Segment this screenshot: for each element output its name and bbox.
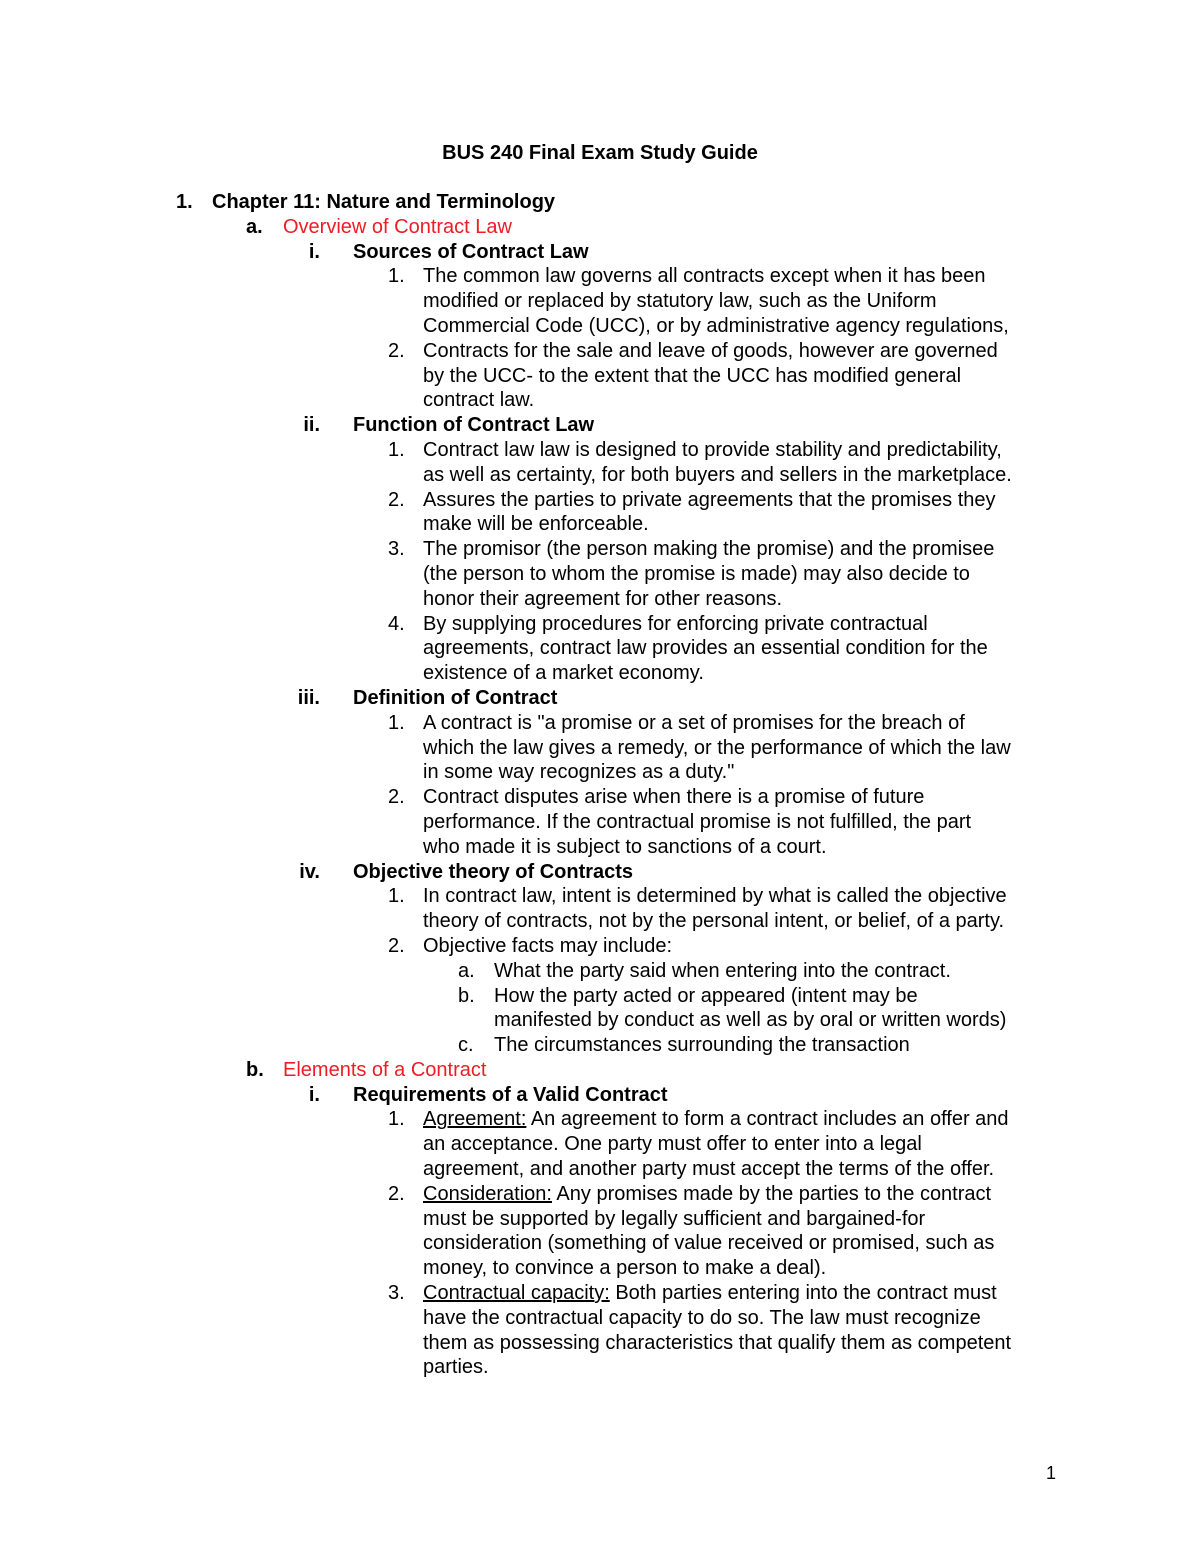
page-number: 1 [1046, 1463, 1057, 1483]
list-marker: 1. [388, 438, 405, 461]
list-marker: i. [308, 1083, 320, 1106]
subsection-heading [0, 413, 1200, 438]
list-item-line: money, to convince a person to make a deal). [423, 1257, 827, 1280]
list-item-line: In contract law, intent is determined by what is called the objective [423, 885, 1007, 908]
list-item-line: performance. If the contractual promise is not fulfilled, the part [423, 810, 972, 833]
list-marker: 2. [388, 339, 405, 362]
outline [0, 190, 1200, 1380]
list-item-line: An agreement to form a contract includes an offer and [526, 1108, 1009, 1131]
list-item [0, 537, 1200, 611]
term-contractual-capacity: Contractual capacity: [423, 1282, 610, 1305]
list-marker: i. [308, 240, 320, 263]
list-item-line: existence of a market economy. [423, 662, 704, 685]
list-item-line: who made it is subject to sanctions of a court. [423, 835, 827, 858]
list-item-line: by the UCC- to the extent that the UCC has modified general [423, 364, 962, 387]
subsection-title: Objective theory of Contracts [353, 860, 634, 883]
list-item [0, 884, 1200, 934]
list-marker: 1. [388, 711, 405, 734]
list-item-line: contract law. [423, 389, 535, 412]
list-item-line: How the party acted or appeared (intent may be [494, 984, 918, 1007]
list-item-line: manifested by conduct as well as by oral or written words) [494, 1009, 1007, 1032]
list-item [0, 959, 1200, 984]
list-marker: 3. [388, 1282, 405, 1305]
list-item-line: Assures the parties to private agreements that the promises they [423, 488, 996, 511]
subsection-heading [0, 240, 1200, 265]
section-heading-a [0, 215, 1200, 240]
subsection-title: Function of Contract Law [353, 414, 595, 437]
list-item [0, 488, 1200, 538]
list-item-line: as well as certainty, for both buyers and sellers in the marketplace. [423, 463, 1012, 486]
list-marker: 3. [388, 538, 405, 561]
list-item-line: (the person to whom the promise is made) may also decide to [423, 562, 970, 585]
list-item-line: parties. [423, 1356, 489, 1379]
list-marker: c. [458, 1034, 474, 1057]
term-agreement: Agreement: [423, 1108, 527, 1131]
list-marker: b. [246, 1058, 264, 1081]
list-marker: 2. [388, 1182, 405, 1205]
subsection-title: Sources of Contract Law [353, 240, 589, 263]
list-marker: 1. [388, 1108, 405, 1131]
list-item-line: Any promises made by the parties to the contract [551, 1182, 992, 1205]
list-item [0, 1281, 1200, 1380]
list-item-line: in some way recognizes as a duty." [423, 761, 735, 784]
list-item [0, 711, 1200, 785]
section-title: Overview of Contract Law [283, 215, 512, 238]
list-item [0, 984, 1200, 1034]
list-item [0, 339, 1200, 413]
chapter-heading [0, 190, 1200, 215]
list-item [0, 934, 1200, 959]
subsection-title: Requirements of a Valid Contract [353, 1083, 668, 1106]
list-item-line: The promisor (the person making the promise) and the promisee [423, 538, 995, 561]
list-item-line: an acceptance. One party must offer to enter into a legal [423, 1133, 922, 1156]
list-item [0, 1182, 1200, 1281]
list-item-first-line [423, 1107, 1200, 1132]
list-item-line: honor their agreement for other reasons. [423, 587, 783, 610]
list-item-line: which the law gives a remedy, or the performance of which the law [423, 736, 1011, 759]
list-item-line: Contract law law is designed to provide stability and predictability, [423, 438, 1002, 461]
list-item [0, 1107, 1200, 1181]
subsection-title: Definition of Contract [353, 686, 558, 709]
subsection-heading [0, 860, 1200, 885]
list-item-first-line [423, 1182, 1200, 1207]
list-item [0, 1033, 1200, 1058]
list-item-line: agreement, and another party must accept the terms of the offer. [423, 1158, 995, 1181]
list-item-line: consideration (something of value received or promised, such as [423, 1232, 995, 1255]
list-item-line: Contract disputes arise when there is a promise of future [423, 786, 925, 809]
list-marker: 1. [176, 191, 193, 213]
list-item-line: The circumstances surrounding the transaction [494, 1034, 910, 1057]
list-item-line: The common law governs all contracts except when it has been [423, 265, 986, 288]
list-marker: 2. [388, 934, 405, 957]
list-marker: 2. [388, 488, 405, 511]
list-item [0, 438, 1200, 488]
list-item-line: Commercial Code (UCC), or by administrative agency regulations, [423, 314, 1009, 337]
list-item-line: By supplying procedures for enforcing private contractual [423, 612, 928, 635]
list-item-line: Both parties entering into the contract must [609, 1282, 997, 1305]
list-item-first-line [423, 1281, 1200, 1306]
list-item [0, 785, 1200, 859]
list-marker: iv. [299, 860, 320, 883]
list-item-line: have the contractual capacity to do so. The law must recognize [423, 1306, 981, 1329]
list-item-line: A contract is "a promise or a set of promises for the breach of [423, 711, 965, 734]
document-title: BUS 240 Final Exam Study Guide [442, 142, 758, 164]
term-consideration: Consideration: [423, 1182, 552, 1205]
list-item-line: modified or replaced by statutory law, such as the Uniform [423, 290, 937, 313]
chapter-title: Chapter 11: Nature and Terminology [212, 191, 556, 213]
section-heading-b [0, 1058, 1200, 1083]
list-marker: 2. [388, 786, 405, 809]
list-item [0, 264, 1200, 338]
list-item-line: Contracts for the sale and leave of goods, however are governed [423, 339, 998, 362]
subsection-heading [0, 686, 1200, 711]
section-title: Elements of a Contract [283, 1058, 487, 1081]
list-item-line: Objective facts may include: [423, 934, 672, 957]
list-item-line: make will be enforceable. [423, 513, 649, 536]
list-marker: 1. [388, 265, 405, 288]
list-item-line: them as possessing characteristics that qualify them as competent [423, 1331, 1012, 1354]
list-marker: iii. [297, 686, 320, 709]
subsection-heading [0, 1083, 1200, 1108]
list-marker: 4. [388, 612, 405, 635]
list-marker: a. [246, 215, 263, 238]
list-item [0, 612, 1200, 686]
list-item-line: theory of contracts, not by the personal intent, or belief, of a party. [423, 910, 1005, 933]
list-marker: ii. [303, 414, 320, 437]
list-item-line: What the party said when entering into the contract. [494, 959, 951, 982]
list-marker: b. [458, 984, 475, 1007]
list-marker: a. [458, 959, 475, 982]
list-item-line: agreements, contract law provides an essential condition for the [423, 637, 988, 660]
list-item-line: must be supported by legally sufficient and bargained-for [423, 1207, 926, 1230]
list-marker: 1. [388, 885, 405, 908]
